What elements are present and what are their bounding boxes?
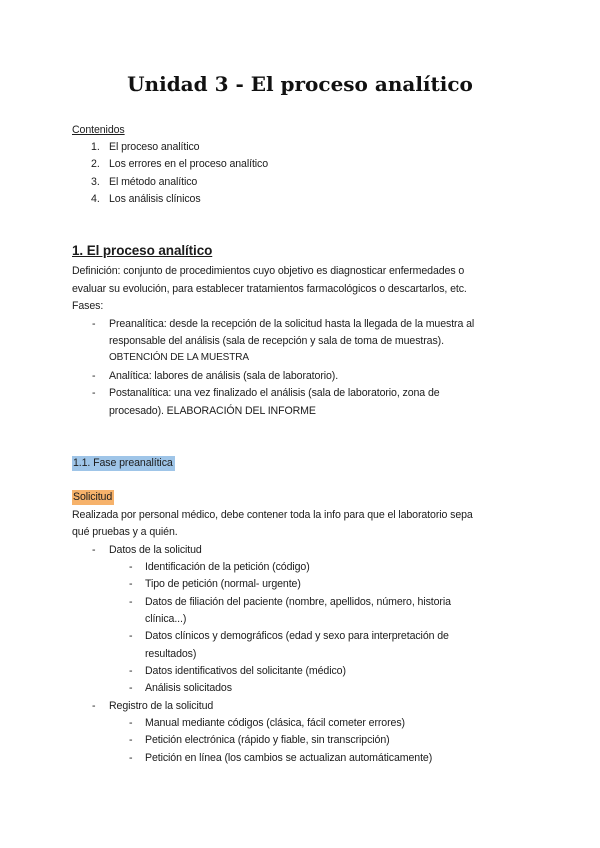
solicitud-label bbox=[72, 490, 114, 504]
contents-item-number: 4. bbox=[91, 193, 100, 205]
list-dash: - bbox=[129, 665, 133, 677]
list-dash: - bbox=[92, 387, 96, 399]
list-item: Datos clínicos y demográficos (edad y sexo para interpretación de bbox=[145, 630, 449, 642]
phase-line: Postanalítica: una vez finalizado el análisis (sala de laboratorio, zona de bbox=[109, 387, 440, 399]
list-dash: - bbox=[129, 596, 133, 608]
contents-item-number: 2. bbox=[91, 158, 100, 170]
datos-label: Datos de la solicitud bbox=[109, 544, 202, 556]
contents-item-number: 1. bbox=[91, 141, 100, 153]
phase-line: OBTENCIÓN DE LA MUESTRA bbox=[109, 352, 249, 363]
contents-item: El método analítico bbox=[109, 176, 198, 188]
list-dash: - bbox=[129, 717, 133, 729]
highlighted-heading: 1.1. Fase preanalítica bbox=[73, 457, 173, 469]
contents-item-number: 3. bbox=[91, 176, 100, 188]
phases-label: Fases: bbox=[72, 300, 104, 312]
intro-line: qué pruebas y a quién. bbox=[72, 526, 178, 538]
list-item: Análisis solicitados bbox=[145, 682, 232, 694]
phase-line: procesado). ELABORACIÓN DEL INFORME bbox=[109, 405, 316, 417]
contents-item: Los análisis clínicos bbox=[109, 193, 201, 205]
list-dash: - bbox=[129, 630, 133, 642]
list-item: Petición en línea (los cambios se actualizan automáticamente) bbox=[145, 752, 433, 764]
phase-line: Analítica: labores de análisis (sala de laboratorio). bbox=[109, 370, 339, 382]
list-dash: - bbox=[129, 561, 133, 573]
list-item: Identificación de la petición (código) bbox=[145, 561, 310, 573]
contents-item: Los errores en el proceso analítico bbox=[109, 158, 269, 170]
list-dash: - bbox=[129, 734, 133, 746]
list-item: Petición electrónica (rápido y fiable, sin transcripción) bbox=[145, 734, 390, 746]
list-dash: - bbox=[92, 370, 96, 382]
section-heading: 1. El proceso analítico bbox=[72, 243, 213, 258]
definition-line: Definición: conjunto de procedimientos cuyo objetivo es diagnosticar enfermedades o bbox=[72, 265, 465, 277]
intro-line: Realizada por personal médico, debe contener toda la info para que el laboratorio sepa bbox=[72, 509, 473, 521]
list-dash: - bbox=[129, 752, 133, 764]
subsection-heading bbox=[72, 456, 175, 470]
highlighted-label: Solicitud bbox=[73, 491, 113, 503]
list-item: Manual mediante códigos (clásica, fácil cometer errores) bbox=[145, 717, 405, 729]
list-dash: - bbox=[92, 700, 96, 712]
list-item-continuation: clínica...) bbox=[145, 613, 187, 625]
list-item-continuation: resultados) bbox=[145, 648, 197, 660]
contents-heading: Contenidos bbox=[72, 124, 125, 136]
list-dash: - bbox=[92, 544, 96, 556]
list-item: Tipo de petición (normal- urgente) bbox=[145, 578, 301, 590]
definition-line: evaluar su evolución, para establecer tratamientos farmacológicos o descartarlos, etc. bbox=[72, 283, 467, 295]
list-item: Datos de filiación del paciente (nombre, apellidos, número, historia bbox=[145, 596, 451, 608]
list-dash: - bbox=[129, 578, 133, 590]
phase-line: responsable del análisis (sala de recepción y sala de toma de muestras). bbox=[109, 335, 444, 347]
contents-item: El proceso analítico bbox=[109, 141, 200, 153]
page-title: Unidad 3 - El proceso analítico bbox=[127, 72, 473, 96]
phase-line: Preanalítica: desde la recepción de la solicitud hasta la llegada de la muestra al bbox=[109, 318, 475, 330]
list-dash: - bbox=[92, 318, 96, 330]
registro-label: Registro de la solicitud bbox=[109, 700, 214, 712]
list-item: Datos identificativos del solicitante (médico) bbox=[145, 665, 346, 677]
list-dash: - bbox=[129, 682, 133, 694]
